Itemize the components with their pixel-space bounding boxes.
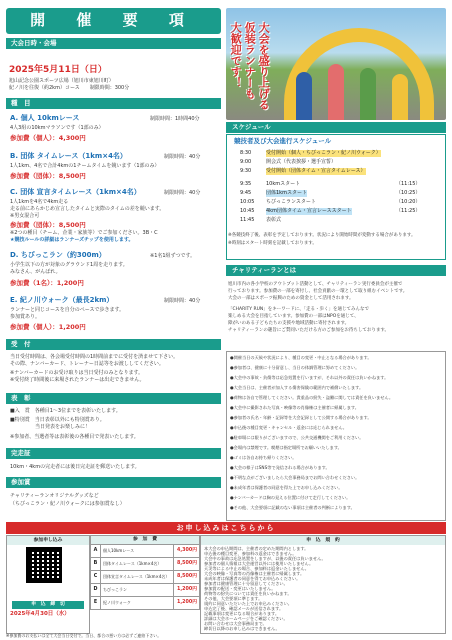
qr-code-icon[interactable]: [26, 547, 62, 583]
event-date: 2025年5月11日（日）: [9, 65, 107, 75]
gift-line-2: （ちびっこラン・紀ノ川ウォークには参加賞なし）: [10, 501, 125, 507]
race-d-title: D. ちびっこラン（約300m）: [10, 251, 106, 259]
race-d-time: ※1名1組ずつです。: [150, 253, 196, 259]
reception-section-header: 受 付: [6, 339, 221, 350]
rule-line: 本大会の申込期間は、主催者の定めた期間内とします。: [204, 546, 309, 551]
finisher-line: 10km・4kmの完走者には後日完走証を郵送いたします。: [10, 464, 140, 470]
fee-row: B 団体タイムレース（1km×4名） 8,500円: [91, 558, 200, 571]
schedule-row: 9:45 団体1kmスタート （10:25）: [240, 190, 421, 196]
fee-row: E 紀ノ川ウォーク 1,200円: [91, 597, 200, 610]
runner-figure: [328, 64, 344, 120]
note-line: ●未成年者は保護者の同意を得た上でお申し込みください。: [230, 485, 343, 490]
slogan-line-3: 大歓迎です！: [229, 22, 243, 88]
note-line: ●ゴミは各自お持ち帰りください。: [230, 455, 297, 460]
fee-row: D ちびっこラン 1,200円: [91, 584, 200, 597]
race-e-time: 制限時間：40分: [164, 298, 201, 304]
race-b-time: 制限時間：40分: [164, 154, 201, 160]
race-a-time: 制限時間：1時間40分: [150, 116, 200, 122]
rule-line: 大会中の事故は応急処置をしますが、以後の責任は負いません。: [204, 556, 326, 561]
gift-line-1: チャリティーランオリジナルグッズなど: [10, 493, 99, 499]
race-e-title: E. 紀ノ川ウォーク（最長2km）: [10, 296, 114, 304]
charity-line: チャリティーランの趣旨にご賛同いただける方のご参加をお待ちしております。: [228, 328, 390, 333]
schedule-row: 8:30 受付開始（個人・ちびっこラン・紀ノ川ウォーク）: [240, 150, 381, 156]
venue-line-2: 紀ノ川を往復（約2km）コース 制限時間：300分: [9, 85, 130, 91]
schedule-row: 10:45 4km団体タイム・宣言レーススタート （11:25）: [240, 208, 421, 214]
fee-table: [90, 535, 200, 610]
rule-line: 記載事項は変更になる場合があります。: [204, 611, 280, 616]
slogan-line-1: 大会を盛り上げる: [257, 22, 271, 110]
charity-line: 「CHARITY RUN」をキーワードに、「走る・歩く」を通じてみんなで: [228, 307, 370, 312]
race-b-desc: 1人1km、4名で合計4kmの1チームタイムを競います（1部のみ）: [10, 163, 160, 169]
awards-note: ※参加者、当選者等は表彰後の各種目で発表いたします。: [10, 434, 139, 440]
race-c-title: C. 団体 宣言タイムレース（1km×4名）: [10, 188, 141, 196]
race-a-fee: 参加費（個人）：4,300円: [10, 134, 86, 142]
reception-line-4: ※受付終了時間後に来場されたランナーは出走できません。: [10, 377, 145, 383]
apply-rules-heading: 申 込 規 約: [201, 536, 445, 545]
fee-row: C 団体宣言タイムレース（1km×4名） 8,500円: [91, 571, 200, 584]
deadline-date: 2025年4月30日（水）: [10, 611, 70, 617]
race-c-desc-2: 走る前にあらかじめ宣言したタイムと実際のタイムの差を競います。: [10, 206, 165, 212]
schedule-row: 11:45 表彰式: [240, 217, 282, 223]
runner-figure: [360, 68, 376, 120]
schedule-row: 9:00 開会式（代表挨拶・選手宣誓）: [240, 159, 337, 165]
slogan-line-2: 仮装ランナーも: [243, 22, 257, 99]
note-line: ●大会中の事故・負傷等は応急処置を行いますが、それ以外の責任は負いかねます。: [230, 375, 389, 380]
fee-table-heading: 参 加 費: [91, 536, 200, 545]
note-line: ●参加者は、健康に十分留意し、当日の体調管理に努めてください。: [230, 365, 360, 370]
note-line: ●大会当日は、主催者が加入する傷害保険の範囲内で補償いたします。: [230, 385, 364, 390]
apply-web-heading: 参加申し込み: [7, 536, 89, 545]
rule-line: お問い合わせは大会事務局まで。: [204, 621, 267, 626]
note-line: ●申込後の種目変更・キャンセル・返金には応じられません。: [230, 425, 347, 430]
note-line: ●会場内は禁煙です。喫煙は指定場所でお願いいたします。: [230, 445, 342, 450]
apply-rules-box: [200, 535, 446, 634]
note-line: ●不明な点がございましたら大会事務局までお問い合わせください。: [230, 475, 360, 480]
rule-line: 申込完了後、確認メールが送信されます。: [204, 606, 284, 611]
schedule-row: 10:05 ちびっこランスタート （10:20）: [240, 199, 421, 205]
race-c-desc-1: 1人1kmを4名で4km走る: [10, 199, 69, 205]
charity-line: 楽しめる大会を目指しています。参加費の一部はNPOを通じて、: [228, 314, 359, 319]
awards-line-2: ■特別賞 当日表彰以外にも特別賞あり。: [10, 417, 105, 423]
apply-footer: ※参加費のお支払いは全て大会当日受付で。当日、都合の悪い方は必ずご連絡下さい。: [6, 633, 162, 638]
race-b-title: B. 団体 タイムレース（1km×4名）: [10, 152, 127, 160]
venue-line-1: 旭山記念公園スポーツ広場（旭川市東旭川町）: [9, 78, 114, 84]
race-e-desc-1: ランナーと同じコースを自分のペースで歩きます。: [10, 307, 125, 313]
charity-line: 大会の一部はスポーツ振興のための資金として活用されます。: [228, 296, 354, 301]
races-section-header: 種 目: [6, 98, 221, 109]
charity-section-header: チャリティーランとは: [226, 265, 446, 276]
event-section-header: 大会日時・会場: [6, 38, 221, 49]
race-c-note-2: ★競技ルールの詳細はランナーズチップを使用します。: [10, 237, 134, 243]
race-c-fee: 参加費（団体）：8,500円: [10, 221, 86, 229]
schedule-section-header: スケジュール: [226, 122, 446, 133]
fee-row: A 個人10kmレース 4,300円: [91, 545, 200, 558]
runner-figure: [296, 72, 312, 120]
charity-line: 障がいのある子どもたちの支援や地域活動に寄付されます。: [228, 321, 350, 326]
note-line: ●駐車場には限りがございますので、公共交通機関をご利用ください。: [230, 435, 364, 440]
race-d-desc-1: 小学生以下の方が対象のグラウンド1周を走ります。: [10, 262, 128, 268]
gift-section-header: 参加賞: [6, 477, 221, 488]
reception-line-1: 当日受付時間は、各会場受付時間の1時間前までに受付を済ませて下さい。: [10, 354, 179, 360]
rule-line: 天災等による中止の場合、参加料は返金いたしません。: [204, 566, 309, 571]
awards-section-header: 表 彰: [6, 393, 221, 404]
rule-line: 締切日以降のお申し込みはできません。: [204, 626, 280, 631]
note-line: ●その他、大会要項に記載のない事項は主催者の判断によります。: [230, 505, 355, 510]
charity-line: 行っております。参加費の一部を寄付し、社会貢献の一環として取り組むイベントです。: [228, 289, 408, 294]
reception-line-3: ※ナンバーカードのお受け取りは当日受付のみとなります。: [10, 370, 144, 376]
race-a-desc: 4人3組の10kmマラソンです（1部のみ）: [10, 125, 104, 131]
note-line: ●ナンバーカードは胸の見える位置に付けて走行してください。: [230, 495, 351, 500]
rule-line: 参加賞の配送・変更はいたしません。: [204, 586, 276, 591]
awards-line-3: 当日発表をお楽しみに！: [10, 424, 91, 430]
rule-line: 荷物等の紛失については責任を負いかねます。: [204, 591, 292, 596]
schedule-note-2: ※時刻はスタート時刻を記載しております。: [228, 241, 317, 246]
race-d-fee: 参加費（1名）：1,200円: [10, 279, 84, 287]
page-title: 開 催 要 項: [30, 11, 197, 30]
race-a-title: A. 個人 10kmレース: [10, 114, 80, 122]
rule-line: 大会の映像・写真等の肖像権は主催者に帰属します。: [204, 571, 305, 576]
note-line: ●大会の様子はSNS等で発信される場合があります。: [230, 465, 330, 470]
race-e-fee: 参加費（個人）：1,200円: [10, 323, 86, 331]
race-c-desc-3: ※男女混合可: [10, 213, 40, 219]
rule-line: 参加者は健康管理に十分留意してください。: [204, 581, 288, 586]
apply-header: お申し込みはこちらから: [6, 522, 446, 534]
schedule-row: 9:30 受付開始（団体タイム・宣言タイムレース）: [240, 168, 366, 174]
race-b-fee: 参加費（団体）：8,500円: [10, 172, 86, 180]
race-c-note-1: ※2つの種目（チーム、企業・家族等）でご参加ください。3B・C: [10, 230, 158, 236]
charity-line: 旭川市内の各小学校のアウトプット活動として、チャリティーラン実行委員会が主催で: [228, 282, 403, 287]
rule-line: 規約に同意いただいた上でお申込みください。: [204, 601, 292, 606]
rule-line: 申込後の種目変更、参加料の返金はできません。: [204, 551, 297, 556]
schedule-title: 競技者及び大会進行スケジュール: [234, 137, 332, 145]
awards-line-1: ■入 賞 各種目1〜3位までを表彰いたします。: [10, 408, 121, 414]
race-e-desc-2: 参加賞あり。: [10, 314, 41, 320]
rule-line: その他、大会要項に準じます。: [204, 596, 263, 601]
race-d-desc-2: みなさん、がんばれ。: [10, 269, 61, 275]
race-c-time: 制限時間：40分: [164, 190, 201, 196]
runner-figure: [392, 74, 408, 120]
finisher-section-header: 完走証: [6, 448, 221, 459]
page-title-bar: [6, 8, 221, 34]
schedule-note-1: ※各競技終了後、表彰を予定しております。状況により開始時間が変動する場合があります。: [228, 233, 416, 238]
note-line: ●荷物は各自で管理してください。貴重品の紛失・盗難に関しては責任を負いません。: [230, 395, 394, 400]
deadline-label: 申 込 締 切: [12, 601, 84, 609]
rule-line: 詳細は大会ホームページをご確認ください。: [204, 616, 288, 621]
rule-line: 未成年者は保護者の同意を得てお申込みください。: [204, 576, 301, 581]
note-line: ●大会中に撮影された写真・映像等の肖像権は主催者に帰属します。: [230, 405, 359, 410]
note-line: ●開催当日の天候や状況により、種目の変更・中止となる場合があります。: [230, 355, 372, 360]
rule-line: 参加者の個人情報は大会運営以外には使用いたしません。: [204, 561, 314, 566]
reception-line-2: その際、ナンバーカード、トレーナー日誌等をお渡ししてください。: [10, 361, 164, 367]
schedule-row: 9:35 10kmスタート （11:15）: [240, 181, 421, 187]
note-line: ●参加者の氏名・年齢・記録等を大会記録として公開する場合があります。: [230, 415, 372, 420]
